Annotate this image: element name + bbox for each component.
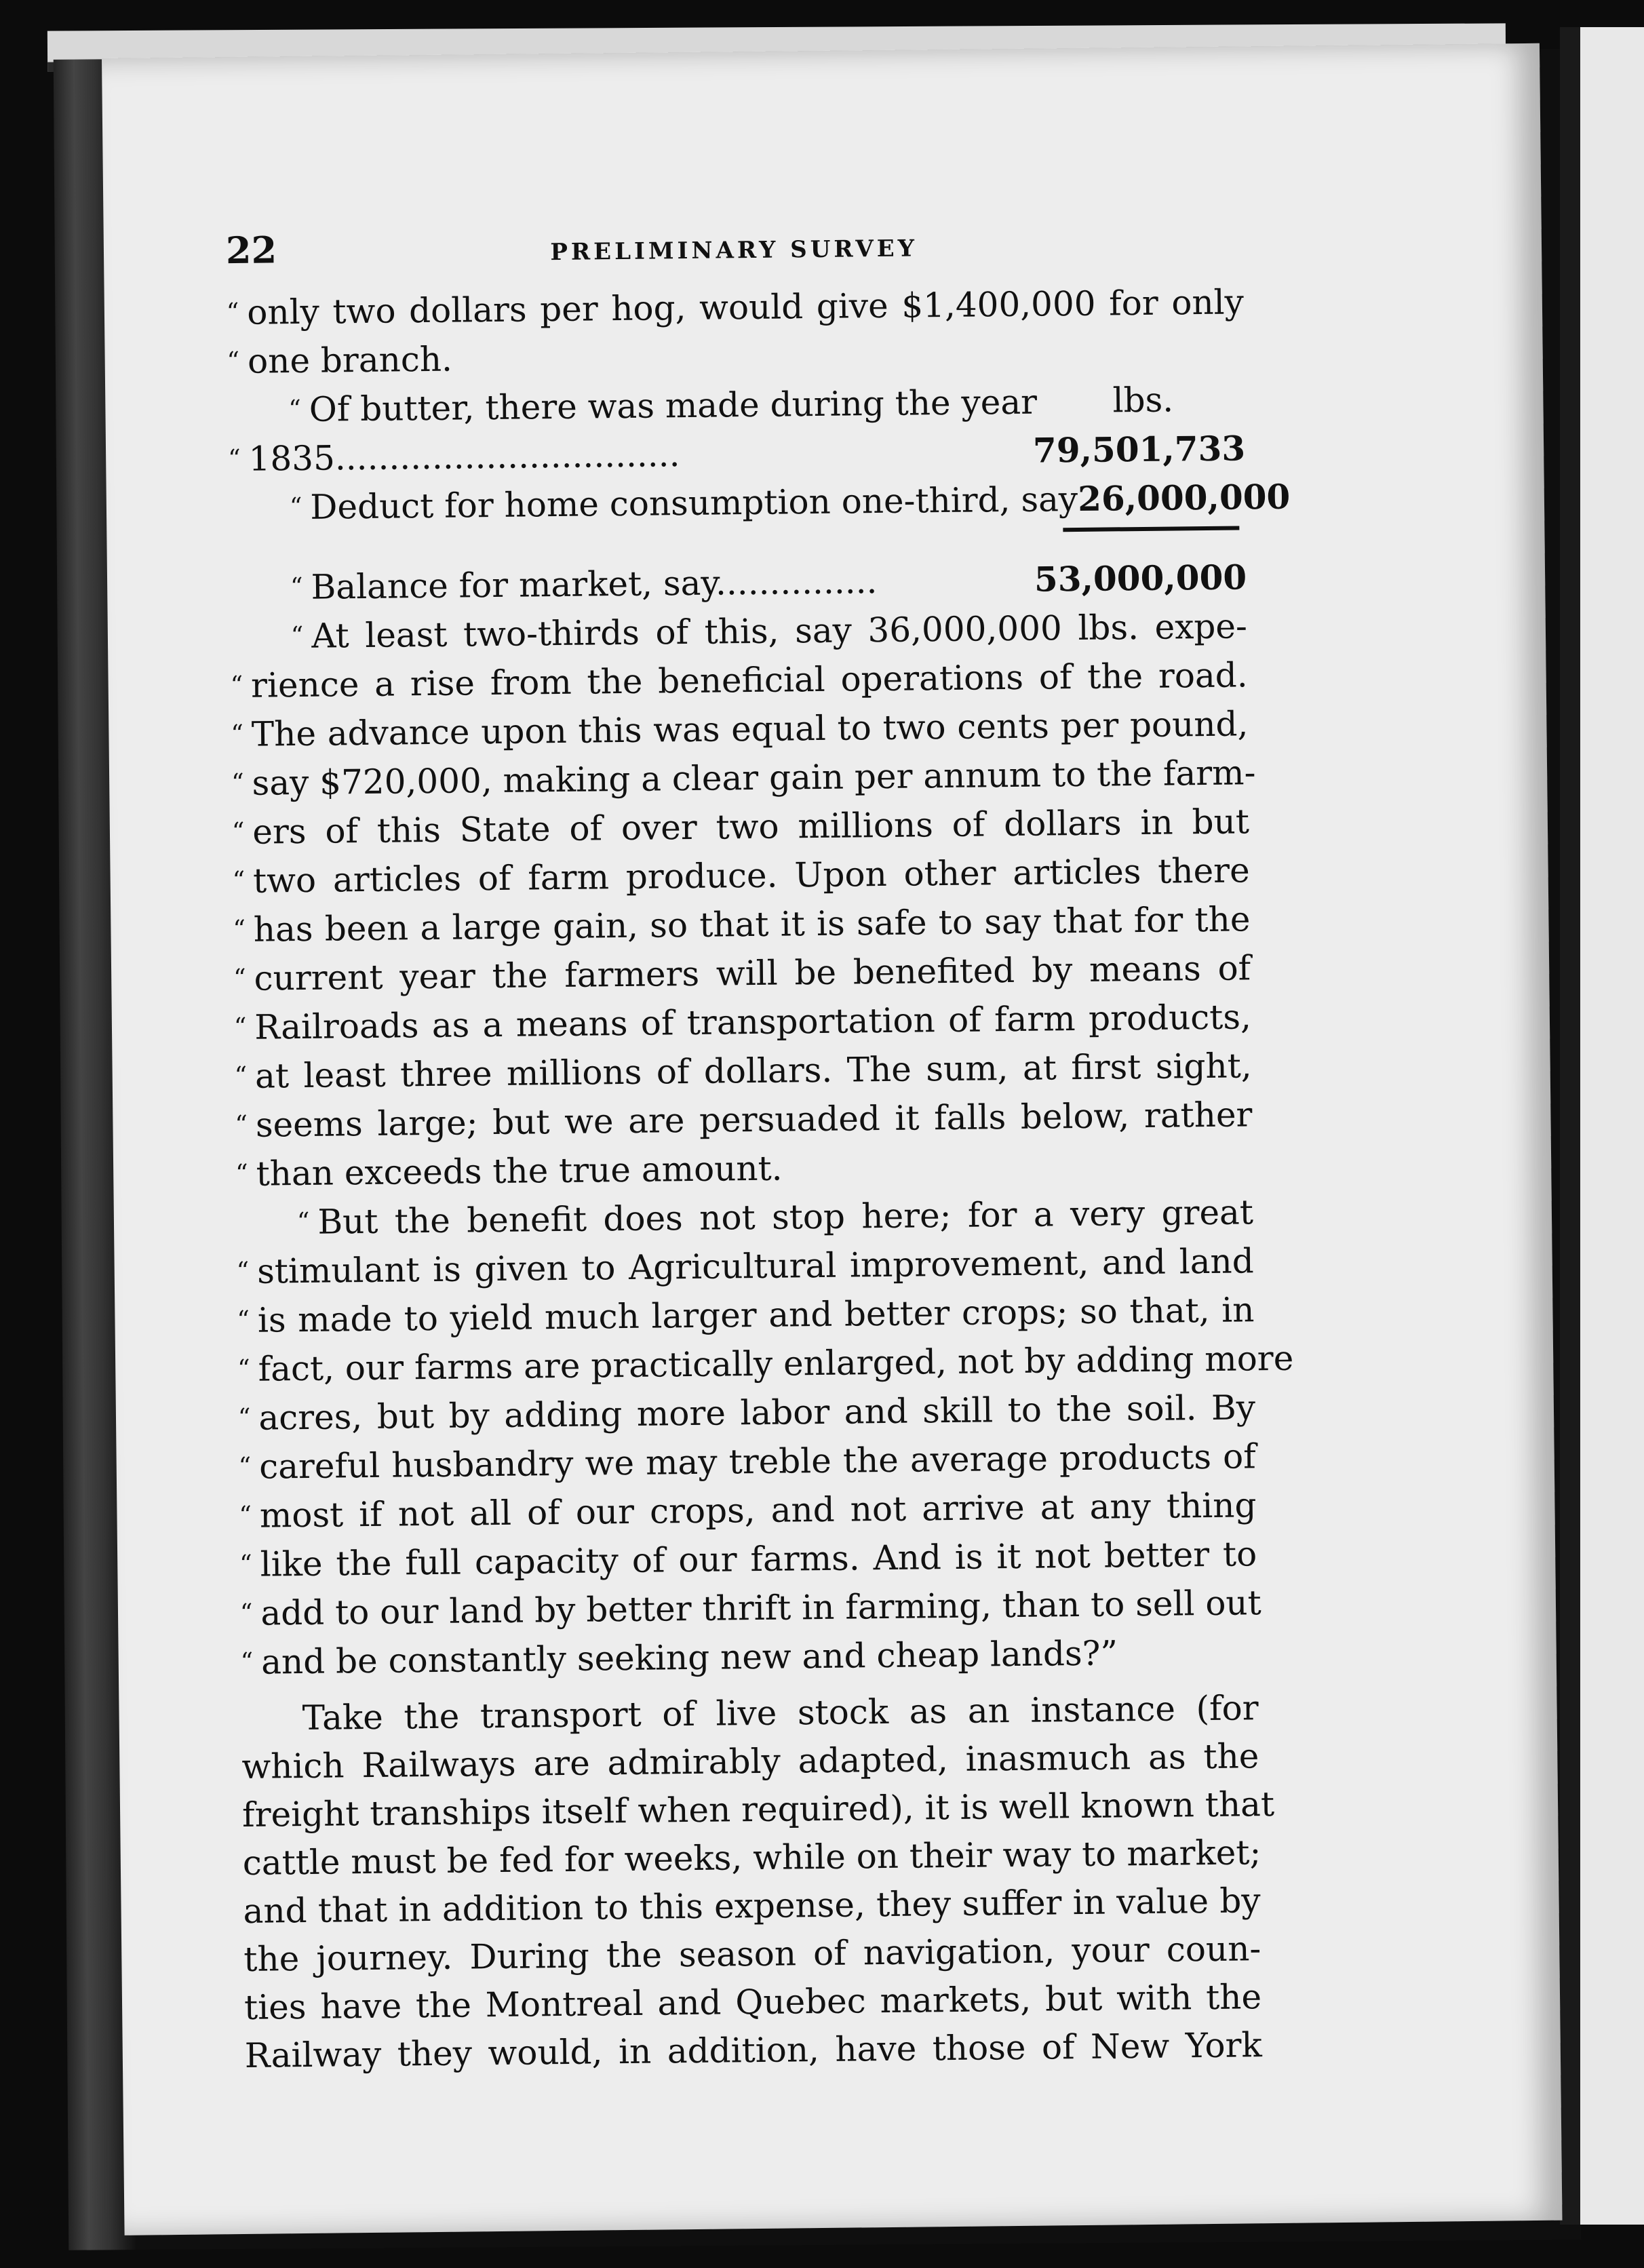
text-line: “ ers of this State of over two millions of dollars in but <box>231 802 1250 852</box>
text-line: “ careful husbandry we may treble the average products of <box>238 1436 1256 1487</box>
text-line: and that in addition to this expense, they suffer in value by <box>243 1881 1261 1931</box>
text-line: Railway they would, in addition, have those of New York <box>244 2025 1263 2075</box>
text-line: freight tranships itself when required), it is well known that <box>241 1784 1275 1835</box>
text-line: “ fact, our farms are practically enlarged, not by adding more <box>237 1338 1294 1389</box>
table-row: “ Deduct for home consumption one-third, say 26,000,000 <box>229 473 1247 532</box>
paragraph <box>241 1684 1275 2080</box>
running-header-title: PRELIMINARY SURVEY <box>550 235 918 267</box>
page-number: 22 <box>225 228 277 273</box>
text-line: “ But the benefit does not stop here; for a very great <box>296 1192 1254 1242</box>
text-line: “ say $720,000, making a clear gain per annum to the farm- <box>231 753 1256 803</box>
table-row: “ Balance for market, say............... 53,000,000 <box>229 553 1247 612</box>
text-line: “ current year the farmers will be benefited by means of <box>233 948 1251 998</box>
amount-balance: 53,000,000 <box>1034 557 1247 600</box>
text-line: “ Railroads as a means of transportation of farm products, <box>233 997 1252 1047</box>
text-line: “ has been a large gain, so that it is safe to say that for the <box>233 899 1251 950</box>
quote-mark: “ <box>290 572 303 602</box>
text-line: “ and be constantly seeking new and cheap lands?” <box>240 1633 1118 1682</box>
text-line: “ is made to yield much larger and better crops; so that, in <box>237 1290 1255 1340</box>
text-line: “ two articles of farm produce. Upon other articles there <box>232 850 1250 901</box>
quote-mark: “ <box>227 444 241 473</box>
text-line: “ add to our land by better thrift in farming, than to sell out <box>239 1583 1261 1633</box>
table-row: “ 1835................................ 79,501,733 <box>228 424 1246 484</box>
text-line: “ At least two-thirds of this, say 36,000,000 lbs. expe- <box>290 606 1248 656</box>
amount-produced: 79,501,733 <box>1032 428 1246 471</box>
paragraph <box>236 1188 1294 1687</box>
sum-rule <box>1063 526 1239 532</box>
page-content <box>225 216 1294 2080</box>
text-line: “ most if not all of our crops, and not arrive at any thing <box>239 1485 1257 1536</box>
text-line: Take the transport of live stock as an instance (for <box>302 1688 1259 1738</box>
book-page <box>102 43 1562 2235</box>
text-line: “ acres, but by adding more labor and skill to the soil. By <box>237 1388 1256 1438</box>
quote-mark: “ <box>226 298 239 327</box>
text-line: “ at least three millions of dollars. The sum, at first sight, <box>234 1046 1252 1096</box>
quote-mark: “ <box>289 492 302 522</box>
text-line: cattle must be fed for weeks, while on their way to market; <box>242 1833 1261 1883</box>
unit-label: lbs. <box>1112 380 1174 421</box>
butter-table-heading: “ Of butter, there was made during the year lbs. <box>227 375 1245 435</box>
running-head <box>226 216 1244 280</box>
text-line: ties have the Montreal and Quebec markets, but with the <box>243 1977 1262 2027</box>
text-line: “ The advance upon this was equal to two cents per pound, <box>231 704 1249 754</box>
text-line: which Railways are admirably adapted, inasmuch as the <box>241 1736 1259 1786</box>
text-line: “ only two dollars per hog, would give $1,400,000 for only <box>226 282 1245 332</box>
quote-mark: “ <box>288 395 302 424</box>
text-line: the journey. During the season of navigation, your coun- <box>243 1929 1261 1979</box>
text-line: “ stimulant is given to Agricultural improvement, and land <box>236 1241 1254 1291</box>
text-line: “ like the full capacity of our farms. And is it not better to <box>239 1534 1257 1584</box>
text-line: “ rience a rise from the beneficial operations of the road. <box>230 655 1248 705</box>
facing-page-edge <box>1560 27 1644 2225</box>
amount-deducted: 26,000,000 <box>1077 476 1291 519</box>
text-line: “ seems large; but we are persuaded it falls below, rather <box>235 1095 1253 1145</box>
paragraph <box>230 602 1256 1198</box>
text-line: “ one branch. <box>227 339 453 381</box>
quote-mark: “ <box>227 347 240 376</box>
text-line: “ than exceeds the true amount. <box>235 1148 783 1194</box>
